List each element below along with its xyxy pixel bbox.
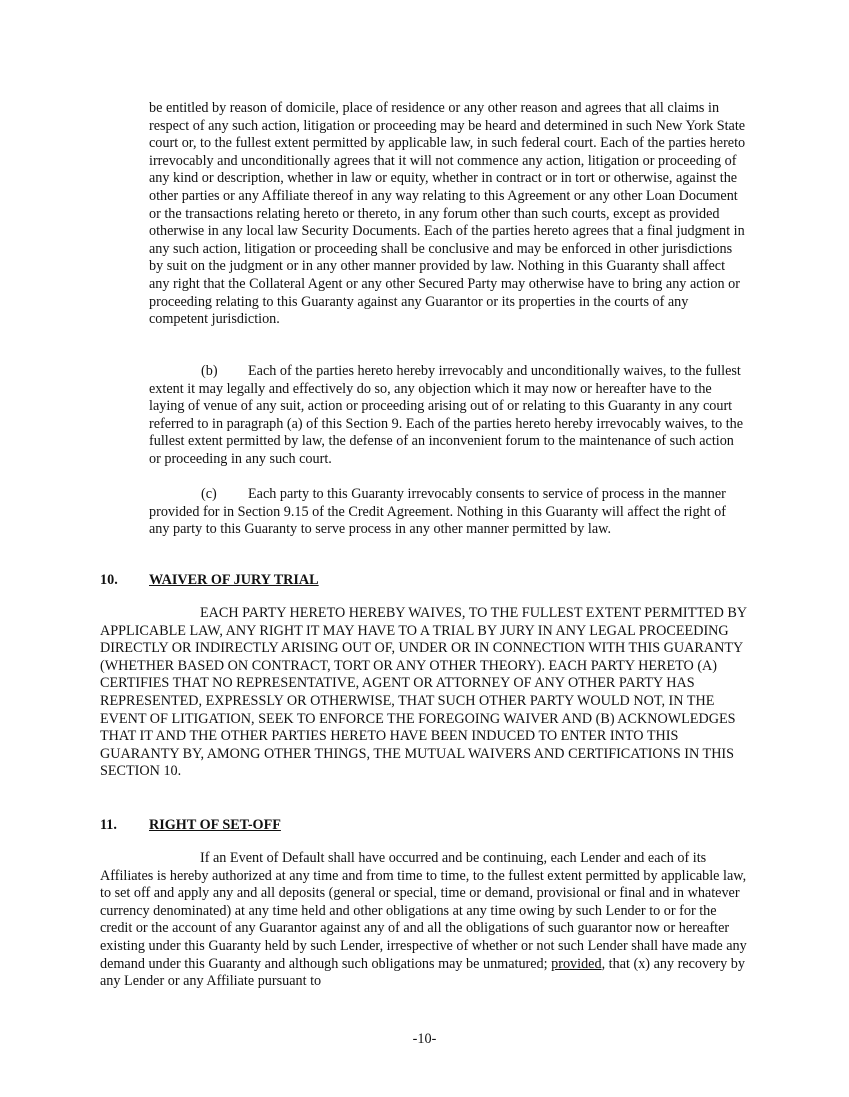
section-11-text-after: , that (x) any recovery by any Lender or any Affiliate pursuant to: [100, 955, 745, 990]
section-11-body: [100, 850, 750, 991]
section-10-heading: [100, 572, 319, 590]
section-10-text: EACH PARTY HERETO HEREBY WAIVES, TO THE FULLEST EXTENT PERMITTED BY APPLICABLE LAW, ANY RIGHT IT MAY HAVE TO A TRIAL BY JURY IN ANY LEGAL PROCEEDING DIRECTLY OR INDIRECTLY ARISING OUT OF, UNDER OR IN CONNECTION WITH THIS GUARANTY (WHETHER BASED ON CONTRACT, TORT OR ANY OTHER THEORY). EACH PARTY HERETO (A) CERTIFIES THAT NO REPRESENTATIVE, AGENT OR ATTORNEY OF ANY OTHER PARTY HAS REPRESENTED, EXPRESSLY OR OTHERWISE, THAT SUCH OTHER PARTY WOULD NOT, IN THE EVENT OF LITIGATION, SEEK TO ENFORCE THE FOREGOING WAIVER AND (B) ACKNOWLEDGES THAT IT AND THE OTHER PARTIES HERETO HAVE BEEN INDUCED TO ENTER INTO THIS GUARANTY BY, AMONG OTHER THINGS, THE MUTUAL WAIVERS AND CERTIFICATIONS IN THIS SECTION 10.: [100, 605, 747, 780]
paragraph-b: [149, 363, 749, 469]
section-11-text-before: If an Event of Default shall have occurred and be continuing, each Lender and each of its Affiliates is hereby authorized at any time and from time to time, to the fullest extent permitted by applicable law, to set off and apply any and all deposits (general or special, time or demand, provisional or final and in whatever currency denominated) at any time held and other obligations at any time owing by such Lender to or for the credit or the account of any Guarantor against any of and all the obligations of such guarantor now or hereafter existing under this Guaranty held by such Lender, irrespective of whether or not such Lender shall have made any demand under this Guaranty and although such obligations may be unmatured;: [100, 850, 747, 972]
page-number: -10-: [412, 1031, 437, 1047]
section-11-title: RIGHT OF SET-OFF: [149, 817, 281, 833]
section-10-number: 10.: [100, 572, 118, 588]
section-10-title: WAIVER OF JURY TRIAL: [149, 572, 319, 588]
provided-term: provided: [551, 955, 602, 972]
section-11-number: 11.: [100, 817, 117, 833]
paragraph-a-text: be entitled by reason of domicile, place of residence or any other reason and agrees that all claims in respect of any such action, litigation or proceeding may be heard and determined in such New York State court or, to the fullest extent permitted by applicable law, in such federal court. Each of the parties hereto irrevocably and unconditionally agrees that it will not commence any action, litigation or proceeding of any kind or description, whether in law or equity, whether in contract or in tort or otherwise, against the other parties or any Affiliate thereof in any way relating to this Agreement or any other Loan Document or the transactions relating hereto or thereto, in any forum other than such courts, except as provided otherwise in any local law Security Documents. Each of the parties hereto agrees that a final judgment in any such action, litigation or proceeding shall be conclusive and may be enforced in other jurisdictions by suit on the judgment or in any other manner provided by law. Nothing in this Guaranty shall affect any right that the Collateral Agent or any other Secured Party may otherwise have to bring any action or proceeding relating to this Guaranty against any Guarantor or its properties in the courts of any competent jurisdiction.: [149, 100, 746, 328]
paragraph-c: [149, 486, 749, 539]
section-11-heading: [100, 817, 281, 835]
paragraph-c-label: (c): [201, 486, 217, 502]
paragraph-b-label: (b): [201, 363, 218, 379]
paragraph-c-text: Each party to this Guaranty irrevocably consents to service of process in the manner provided for in Section 9.15 of the Credit Agreement. Nothing in this Guaranty will affect the right of any party to this Guaranty to serve process in any other manner permitted by law.: [149, 486, 726, 538]
paragraph-a-continued: [149, 100, 749, 329]
section-10-body: [100, 605, 748, 781]
paragraph-b-text: Each of the parties hereto hereby irrevocably and unconditionally waives, to the fullest extent it may legally and effectively do so, any objection which it may now or hereafter have to the laying of venue of any suit, action or proceeding arising out of or relating to this Guaranty in any court referred to in paragraph (a) of this Section 9. Each of the parties hereto hereby irrevocably waives, to the fullest extent permitted by law, the defense of an inconvenient forum to the maintenance of such action or proceeding in any such court.: [149, 363, 744, 467]
